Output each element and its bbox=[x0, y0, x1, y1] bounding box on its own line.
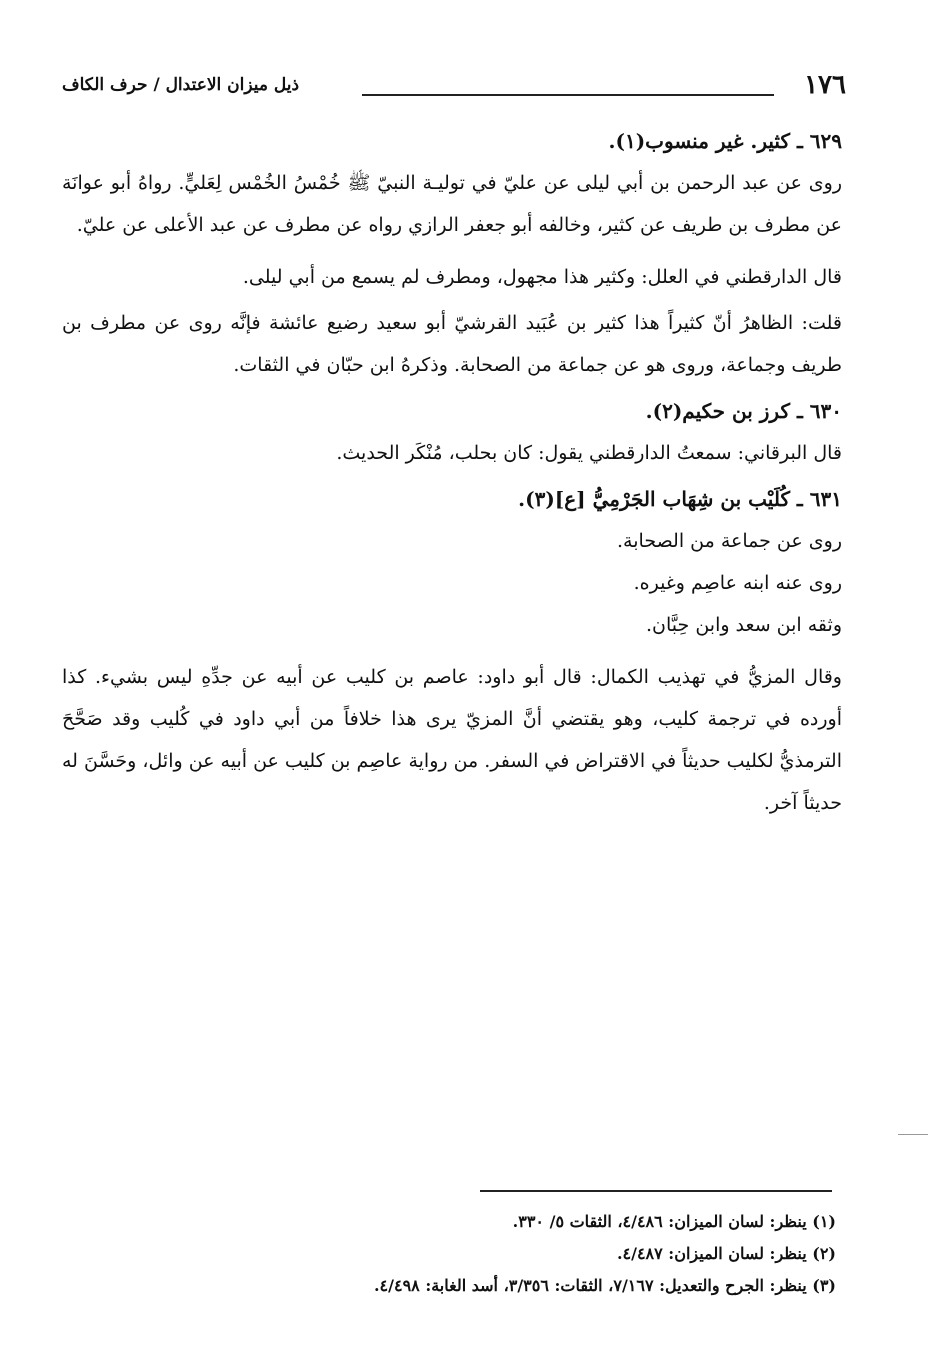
header-rule bbox=[362, 94, 774, 96]
entry-heading-631: ٦٣١ ـ كُلَيْب بن شِهَاب الجَرْمِيُّ [ع](٣). bbox=[518, 487, 842, 511]
entry-630-paragraph-1: قال البرقاني: سمعتُ الدارقطني يقول: كان بحلب، مُنْكَر الحديث. bbox=[336, 442, 842, 464]
footnotes bbox=[62, 1206, 836, 1302]
footnote-1: (١) ينظر: لسان الميزان: ٤/٤٨٦، الثقات ٥/ ٣٣٠. bbox=[512, 1212, 836, 1231]
footnote-3: (٣) ينظر: الجرح والتعديل: ٧/١٦٧، الثقات: ٣/٣٥٦، أسد الغابة: ٤/٤٩٨. bbox=[373, 1276, 836, 1295]
entry-629-paragraph-2: قال الدارقطني في العلل: وكثير هذا مجهول، ومطرف لم يسمع من أبي ليلى. bbox=[242, 266, 842, 288]
margin-mark bbox=[898, 1134, 928, 1135]
closing-paragraph: وقال المزيُّ في تهذيب الكمال: قال أبو داود: عاصم بن كليب عن أبيه عن جدِّهِ ليس بشيء. كذا أورده في ترجمة كليب، وهو يقتضي أنَّ المزيّ يرى هذا خلافاً من أبي داود في كُليب وقد صَحَّحَ الترمذيُّ لكليب حديثاً في الاقتراض في السفر. من رواية عاصِم بن كليب عن أبيه عن وائل، وحَسَّنَ له حديثاً آخر. bbox=[62, 666, 842, 814]
entry-629-paragraph-1: روى عن عبد الرحمن بن أبي ليلى عن عليّ في توليـة النبيّ ﷺ خُمْسُ الخُمْس لِعَليٍّ. رواهُ أبو عوانَة عن مطرف بن طريف عن كثير، وخالفه أبو جعفر الرازي رواه عن مطرف عن عبد الأعلى عن عليّ. bbox=[62, 172, 842, 236]
footnote-rule bbox=[480, 1190, 832, 1192]
entry-629-paragraph-3: قلت: الظاهرُ أنّ كثيراً هذا كثير بن عُبَيد القرشيّ أبو سعيد رضيع عائشة فإنَّه روى عن مطرف بن طريف وجماعة، وروى هو عن جماعة من الصحابة. وذكرهُ ابن حبّان في الثقات. bbox=[62, 312, 842, 376]
running-header bbox=[62, 68, 846, 102]
entry-heading-630: ٦٣٠ ـ كرز بن حكيم(٢). bbox=[645, 399, 842, 423]
entry-631-line-3: وثقه ابن سعد وابن حِبَّان. bbox=[646, 614, 842, 636]
entry-heading-629: ٦٢٩ ـ كثير. غير منسوب(١). bbox=[608, 129, 842, 153]
page-number: ١٧٦ bbox=[804, 70, 846, 100]
main-text bbox=[62, 120, 842, 824]
entry-631-line-2: روى عنه ابنه عاصِم وغيره. bbox=[633, 572, 842, 594]
entry-631-line-1: روى عن جماعة من الصحابة. bbox=[617, 530, 842, 552]
running-title: ذيل ميزان الاعتدال / حرف الكاف bbox=[62, 75, 300, 95]
footnote-2: (٢) ينظر: لسان الميزان: ٤/٤٨٧. bbox=[616, 1244, 836, 1263]
